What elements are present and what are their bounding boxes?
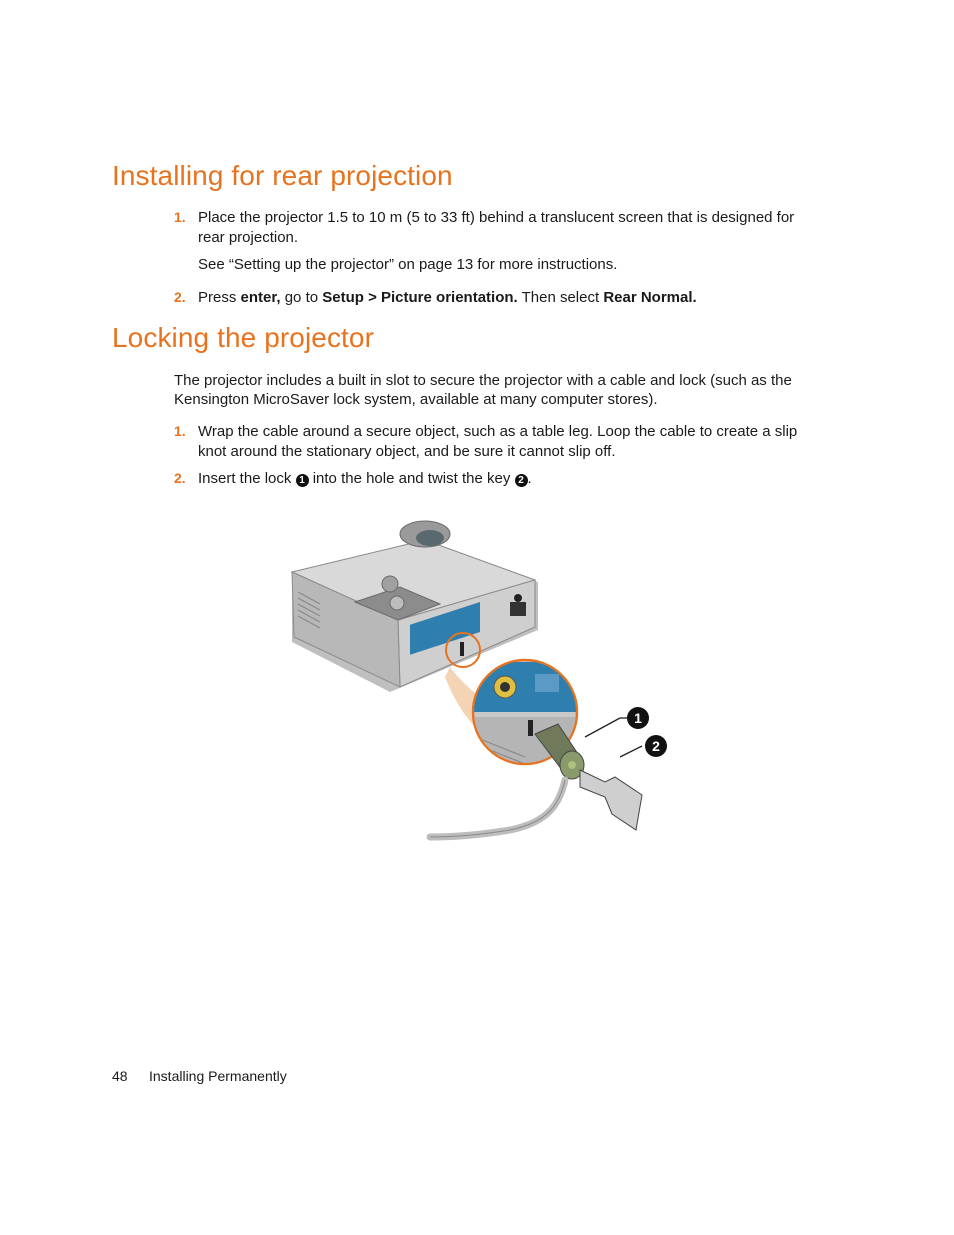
marker-1-icon: 1 (296, 474, 309, 487)
rear-step-2 (174, 288, 814, 308)
text-run: into the hole and twist the key (308, 470, 515, 487)
step-number: 2. (174, 470, 186, 486)
lock-step-1 (174, 422, 814, 461)
marker-2-icon: 2 (515, 474, 528, 487)
section-title-rear-projection: Installing for rear projection (112, 160, 453, 191)
step-text: Wrap the cable around a secure object, such as a table leg. Loop the cable to create a slip knot around the stationary object, and be sure it cannot slip off. (198, 423, 798, 460)
lock-step-2 (174, 469, 814, 489)
locking-intro: The projector includes a built in slot to secure the projector with a cable and lock (such as the Kensington MicroSaver lock system, available at many computer stores). (174, 372, 792, 408)
rear-step-1 (174, 208, 814, 275)
page-number: 48 (112, 1068, 128, 1084)
text-run: Press (198, 289, 241, 306)
callout-1-label: 1 (634, 710, 642, 726)
projector-lock-illustration (280, 512, 710, 847)
callout-2-label: 2 (652, 738, 660, 754)
step-note: See “Setting up the projector” on page 13 for more instructions. (198, 256, 618, 273)
section-title-locking: Locking the projector (112, 322, 375, 353)
step-text (198, 288, 814, 308)
menu-option: Rear Normal. (603, 289, 697, 306)
step-number: 1. (174, 423, 186, 439)
projector-illustration (280, 512, 710, 847)
step-text: Place the projector 1.5 to 10 m (5 to 33 ft) behind a translucent screen that is designed for rear projection. (198, 209, 795, 246)
text-run: . (527, 470, 532, 487)
step-number: 2. (174, 289, 186, 305)
text-run: Then select (517, 289, 604, 306)
key-enter: enter, (240, 289, 281, 306)
text-run: Insert the lock (198, 470, 296, 487)
step-text (198, 469, 814, 489)
step-number: 1. (174, 209, 186, 225)
footer-chapter: Installing Permanently (149, 1068, 287, 1084)
text-run: go to (280, 289, 323, 306)
menu-path: Setup > Picture orientation. (322, 289, 518, 306)
